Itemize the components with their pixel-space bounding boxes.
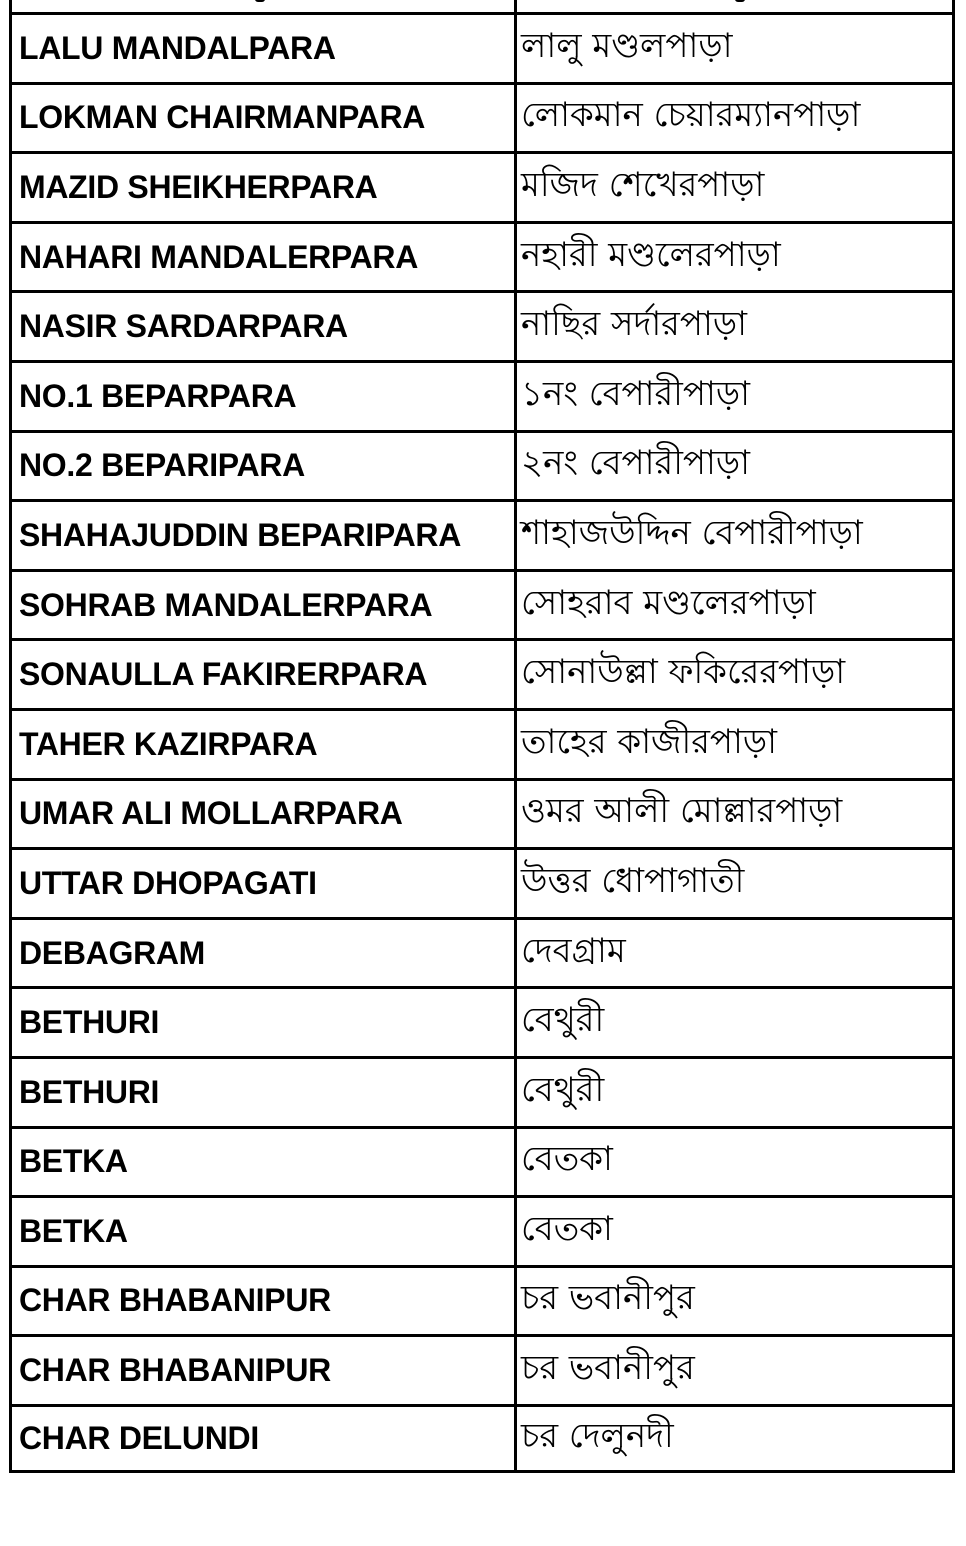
bengali-name-cell: মজিদ শেখেরপাড়া <box>521 164 765 205</box>
bengali-name-cell: সোহরাব মণ্ডলেরপাড়া <box>521 582 816 623</box>
table-row <box>9 151 955 221</box>
english-name-cell: BETHURI <box>19 1073 160 1110</box>
table-row <box>9 290 955 360</box>
english-name-cell: CHAR BHABANIPUR <box>19 1282 331 1319</box>
bengali-name-cell: বেথুরী <box>521 1000 605 1041</box>
table-row <box>9 1195 955 1265</box>
english-name-cell: CHAR DELUNDI <box>19 1420 259 1457</box>
table-row <box>9 1334 955 1404</box>
english-name-cell: SOHRAB MANDALERPARA <box>19 586 433 623</box>
table-row <box>9 82 955 152</box>
bengali-name-cell: তাহের কাজীরপাড়া <box>521 721 777 762</box>
bengali-name-cell: লালু মণ্ডলপাড়া <box>521 25 733 66</box>
english-name-cell: LOKMAN CHAIRMANPARA <box>19 99 426 136</box>
table-row <box>9 638 955 708</box>
table-row <box>9 360 955 430</box>
table-row <box>9 986 955 1056</box>
english-name-cell: CHAR BHABANIPUR <box>19 1352 331 1389</box>
bengali-name-cell: বেথুরী <box>521 1069 605 1110</box>
english-name-cell: SHAHAJUDDIN BEPARIPARA <box>19 516 462 553</box>
table-row <box>9 847 955 917</box>
bengali-name-cell: ওমর আলী মোল্লারপাড়া <box>521 791 843 832</box>
english-name-cell: BETKA <box>19 1143 128 1180</box>
table-row <box>9 1056 955 1126</box>
bengali-name-cell: নাছির সর্দারপাড়া <box>521 304 747 345</box>
bengali-name-cell: সোনাউল্লা ফকিরেরপাড়া <box>521 652 846 693</box>
table-row <box>9 221 955 291</box>
english-name-cell: MAZID SHEIKHERPARA <box>19 168 378 205</box>
table-row <box>9 778 955 848</box>
table-row <box>9 708 955 778</box>
bengali-name-cell: চর দেলুনদী <box>521 1416 674 1457</box>
table-row <box>9 1126 955 1196</box>
bengali-name-cell: বেতকা <box>521 1208 613 1249</box>
cropped-glyph <box>255 0 265 2</box>
table-row <box>9 569 955 639</box>
cropped-glyph <box>735 0 745 2</box>
english-name-cell: SONAULLA FAKIRERPARA <box>19 656 428 693</box>
english-name-cell: UTTAR DHOPAGATI <box>19 864 317 901</box>
bengali-name-cell: বেতকা <box>521 1139 613 1180</box>
english-name-cell: BETKA <box>19 1212 128 1249</box>
bengali-name-cell: দেবগ্রাম <box>521 930 626 971</box>
english-name-cell: NO.1 BEPARPARA <box>19 377 297 414</box>
table-row <box>9 917 955 987</box>
bengali-name-cell: নহারী মণ্ডলেরপাড়া <box>521 234 781 275</box>
left-border-line <box>9 0 12 1473</box>
bengali-name-cell: লোকমান চেয়ারম্যানপাড়া <box>521 95 861 136</box>
english-name-cell: TAHER KAZIRPARA <box>19 725 318 762</box>
bengali-name-cell: ২নং বেপারীপাড়া <box>521 443 751 484</box>
english-name-cell: NASIR SARDARPARA <box>19 308 348 345</box>
bengali-name-cell: উত্তর ধোপাগাতী <box>521 860 745 901</box>
table-row <box>9 430 955 500</box>
bengali-name-cell: চর ভবানীপুর <box>521 1348 695 1389</box>
english-name-cell: LALU MANDALPARA <box>19 29 336 66</box>
english-name-cell: BETHURI <box>19 1004 160 1041</box>
english-name-cell: DEBAGRAM <box>19 934 206 971</box>
table-row <box>9 499 955 569</box>
bengali-name-cell: ১নং বেপারীপাড়া <box>521 373 750 414</box>
table-row <box>9 1265 955 1335</box>
right-border-line <box>952 0 955 1473</box>
english-name-cell: NO.2 BEPARIPARA <box>19 447 305 484</box>
table-row <box>9 1404 955 1474</box>
english-name-cell: UMAR ALI MOLLARPARA <box>19 795 403 832</box>
bengali-name-cell: চর ভবানীপুর <box>521 1278 695 1319</box>
bengali-name-cell: শাহাজউদ্দিন বেপারীপাড়া <box>521 512 863 553</box>
english-name-cell: NAHARI MANDALERPARA <box>19 238 419 275</box>
column-divider-line <box>514 0 517 1473</box>
table-body <box>0 12 966 1473</box>
table-row <box>9 12 955 82</box>
